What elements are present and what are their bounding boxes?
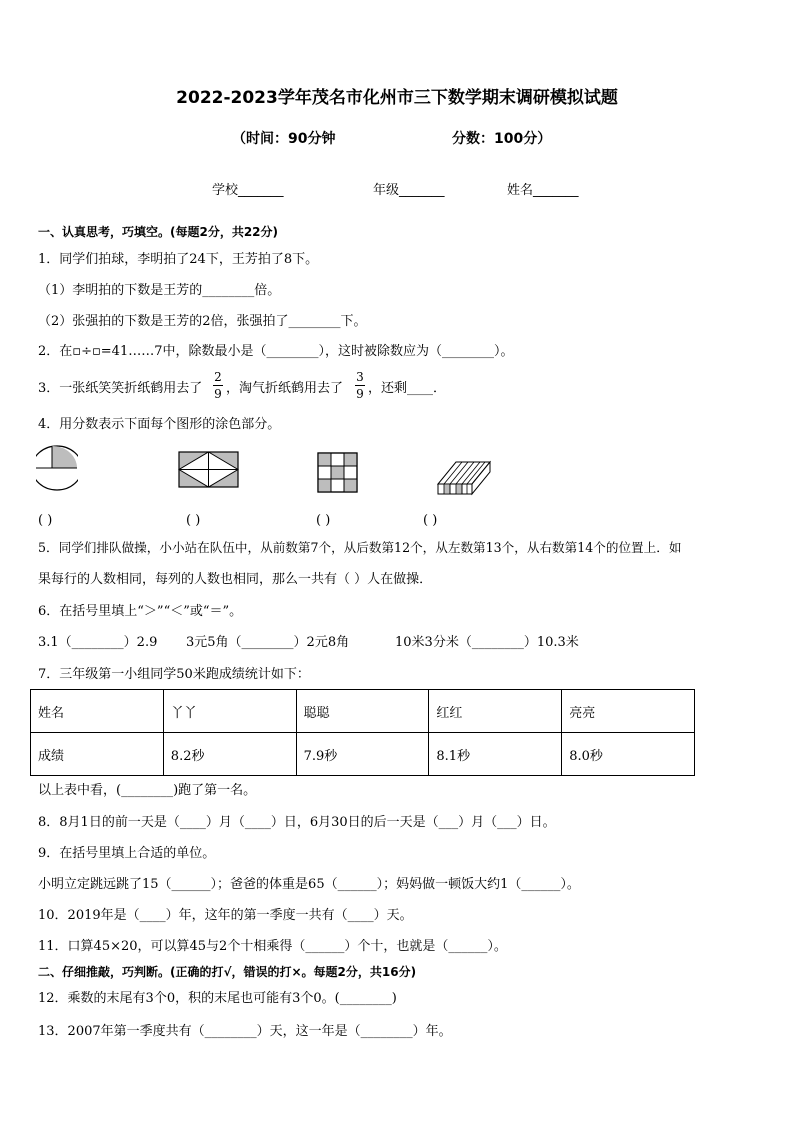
question-1-part-1: （1）李明拍的下数是王芳的________倍。 bbox=[38, 283, 281, 298]
fraction-numerator: 2 bbox=[214, 370, 222, 384]
question-12: 12．乘数的末尾有3个0，积的末尾也可能有3个0。(________) bbox=[38, 991, 397, 1006]
fraction-two-ninths bbox=[213, 371, 223, 400]
table-header-cell: 姓名 bbox=[31, 690, 164, 733]
exam-score: 分数：100分） bbox=[452, 131, 552, 147]
question-6-item-1: 3.1（________）2.9 bbox=[38, 635, 158, 650]
table-cell: 7.9秒 bbox=[296, 733, 429, 776]
page-title: 2022-2023学年茂名市化州市三下数学期末调研模拟试题 bbox=[176, 88, 618, 108]
grade-field[interactable]: 年级_______ bbox=[373, 183, 445, 198]
section-heading-true-false: 二、仔细推敲，巧判断。(正确的打√，错误的打×。每题2分，共16分) bbox=[38, 965, 417, 979]
question-3-part-1: 3．一张纸笑笑折纸鹤用去了 bbox=[38, 381, 203, 396]
question-9-line: 小明立定跳远跳了15（______）；爸爸的体重是65（______）；妈妈做一顿饭大约1（______）。 bbox=[38, 877, 580, 892]
question-2: 2．在▫÷▫=41……7中，除数最小是（________），这时被除数应为（________）。 bbox=[38, 344, 514, 359]
question-9: 9．在括号里填上合适的单位。 bbox=[38, 846, 216, 861]
question-10: 10．2019年是（____）年，这年的第一季度一共有（____）天。 bbox=[38, 908, 413, 923]
question-6-item-2: 3元5角（________）2元8角 bbox=[186, 635, 350, 650]
fraction-three-ninths bbox=[355, 371, 365, 400]
school-field[interactable]: 学校_______ bbox=[212, 183, 284, 198]
table-row bbox=[31, 690, 695, 733]
table-header-cell: 聪聪 bbox=[296, 690, 429, 733]
answer-blank-cuboid[interactable]: ( ) bbox=[423, 513, 438, 528]
table-cell: 成绩 bbox=[31, 733, 164, 776]
table-row bbox=[31, 733, 695, 776]
question-1: 1．同学们拍球，李明拍了24下，王芳拍了8下。 bbox=[38, 252, 319, 267]
ellipse-figure bbox=[36, 445, 78, 491]
question-4: 4．用分数表示下面每个图形的涂色部分。 bbox=[38, 417, 281, 432]
question-1-part-2: （2）张强拍的下数是王芳的2倍，张强拍了________下。 bbox=[38, 314, 367, 329]
question-3-part-3: ，还剩____． bbox=[368, 381, 447, 396]
answer-blank-rectangle[interactable]: ( ) bbox=[186, 513, 201, 528]
question-11: 11．口算45×20，可以算45与2个十相乘得（______）个十，也就是（______）。 bbox=[38, 939, 507, 954]
grid-figure bbox=[317, 452, 359, 494]
table-cell: 8.0秒 bbox=[562, 733, 695, 776]
running-results-table bbox=[30, 689, 695, 776]
question-3-part-2: ，淘气折纸鹤用去了 bbox=[226, 381, 344, 396]
section-heading-fill-blank: 一、认真思考，巧填空。(每题2分，共22分) bbox=[38, 225, 279, 239]
cuboid-bars-figure bbox=[436, 456, 492, 496]
question-6: 6．在括号里填上“＞”“＜”或“＝”。 bbox=[38, 604, 243, 619]
question-7: 7．三年级第一小组同学50米跑成绩统计如下： bbox=[38, 667, 310, 682]
rectangle-rhombus-figure bbox=[178, 451, 240, 489]
table-cell: 8.2秒 bbox=[163, 733, 296, 776]
name-field[interactable]: 姓名_______ bbox=[507, 183, 579, 198]
question-6-item-3: 10米3分米（________）10.3米 bbox=[395, 635, 579, 650]
answer-blank-grid[interactable]: ( ) bbox=[316, 513, 331, 528]
table-cell: 8.1秒 bbox=[429, 733, 562, 776]
fraction-denominator: 9 bbox=[214, 387, 222, 401]
question-13: 13．2007年第一季度共有（________）天，这一年是（________）年。 bbox=[38, 1024, 452, 1039]
fraction-denominator: 9 bbox=[356, 387, 364, 401]
exam-time: （时间：90分钟 bbox=[232, 131, 336, 147]
question-5-line-2: 果每行的人数相同，每列的人数也相同，那么一共有（ ）人在做操． bbox=[38, 572, 433, 587]
question-8: 8．8月1日的前一天是（____）月（____）日，6月30日的后一天是（___）月（___）日。 bbox=[38, 815, 556, 830]
question-7-followup: 以上表中看，(________)跑了第一名。 bbox=[38, 783, 257, 798]
fraction-numerator: 3 bbox=[356, 370, 364, 384]
table-header-cell: 红红 bbox=[429, 690, 562, 733]
table-header-cell: 亮亮 bbox=[562, 690, 695, 733]
question-5-line-1: 5．同学们排队做操，小小站在队伍中，从前数第7个，从后数第12个，从左数第13个，从右数第14个的位置上．如 bbox=[38, 540, 682, 555]
answer-blank-ellipse[interactable]: ( ) bbox=[38, 513, 53, 528]
table-header-cell: 丫丫 bbox=[163, 690, 296, 733]
